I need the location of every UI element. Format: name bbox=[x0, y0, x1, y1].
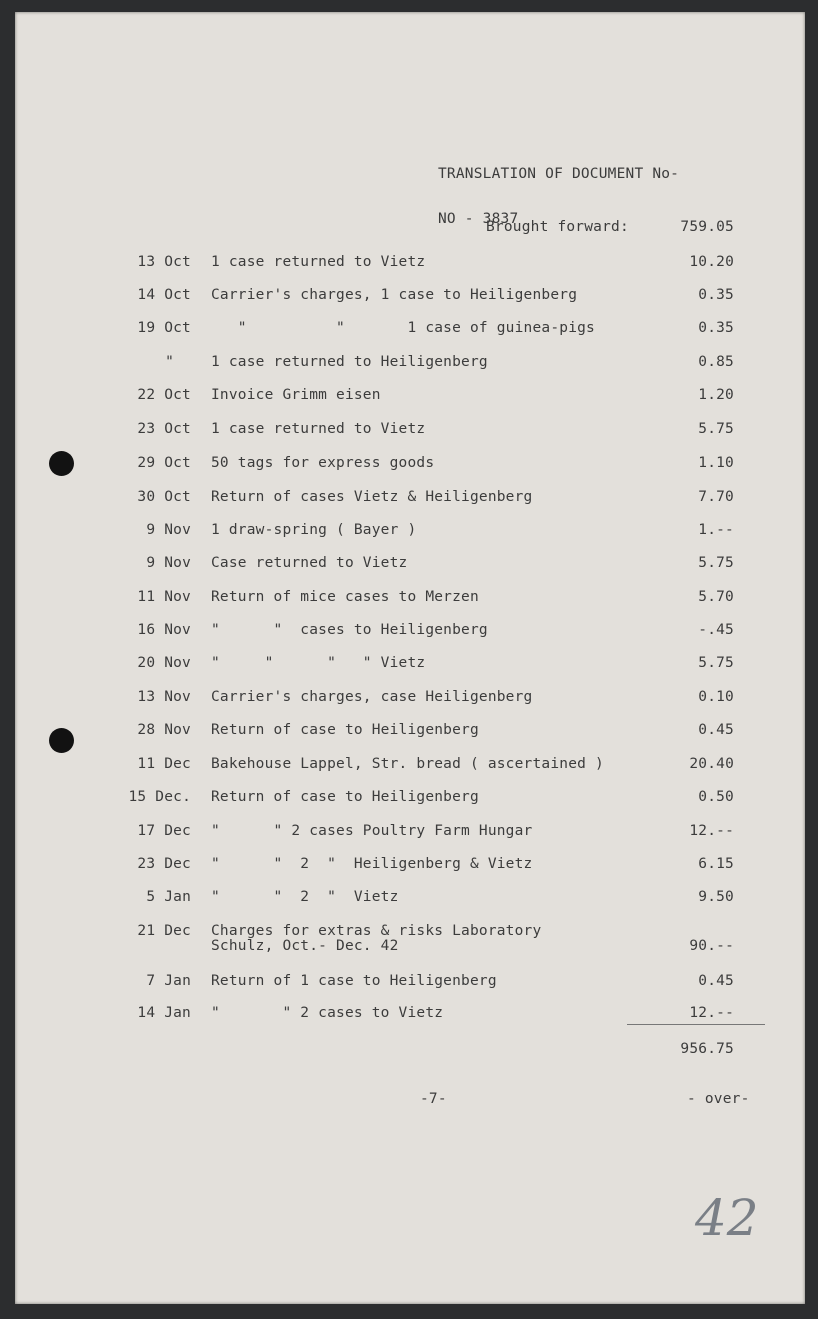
entry-date: 19 Oct bbox=[137, 320, 191, 336]
entry-description: Return of cases Vietz & Heiligenberg bbox=[211, 489, 533, 505]
entry-date: 15 Dec. bbox=[128, 789, 191, 805]
entry-date: 13 Oct bbox=[137, 254, 191, 270]
entry-date: 23 Dec bbox=[137, 856, 191, 872]
entry-description: Case returned to Vietz bbox=[211, 555, 408, 571]
brought-forward-label: Brought forward: bbox=[486, 219, 629, 235]
table-row bbox=[0, 321, 818, 351]
entry-amount: 0.35 bbox=[698, 287, 734, 303]
header-title-line1: TRANSLATION OF DOCUMENT No- bbox=[438, 166, 680, 182]
table-row bbox=[0, 1006, 818, 1036]
entry-amount: 1.-- bbox=[698, 522, 734, 538]
entry-date: 17 Dec bbox=[137, 823, 191, 839]
table-row bbox=[0, 723, 818, 753]
entry-description: " " " " Vietz bbox=[211, 655, 426, 671]
table-row bbox=[0, 288, 818, 318]
entry-description: " " 2 " Vietz bbox=[211, 889, 399, 905]
entry-date: 13 Nov bbox=[137, 689, 191, 705]
entry-amount: 6.15 bbox=[698, 856, 734, 872]
header-title-line2: NO - 3837 bbox=[438, 211, 519, 227]
table-row bbox=[0, 857, 818, 887]
table-row bbox=[0, 490, 818, 520]
entry-description: " " 2 cases to Vietz bbox=[211, 1005, 444, 1021]
entry-amount: 10.20 bbox=[689, 254, 734, 270]
entry-description: Invoice Grimm eisen bbox=[211, 387, 381, 403]
entry-amount: 7.70 bbox=[698, 489, 734, 505]
entry-description: 1 case returned to Vietz bbox=[211, 254, 426, 270]
entry-date: " bbox=[165, 354, 174, 370]
entry-description: Carrier's charges, case Heiligenberg bbox=[211, 689, 533, 705]
table-row bbox=[0, 456, 818, 486]
entry-amount: 9.50 bbox=[698, 889, 734, 905]
table-row bbox=[0, 690, 818, 720]
entry-description: " " 2 " Heiligenberg & Vietz bbox=[211, 856, 533, 872]
table-row bbox=[0, 623, 818, 653]
entry-amount: 90.-- bbox=[689, 938, 734, 954]
entry-description: 1 case returned to Heiligenberg bbox=[211, 354, 488, 370]
sum-rule bbox=[627, 1024, 765, 1025]
entry-description: Charges for extras & risks Laboratory Schulz, Oct.- Dec. 42 bbox=[211, 923, 542, 954]
table-row bbox=[0, 523, 818, 553]
entry-date: 30 Oct bbox=[137, 489, 191, 505]
entry-description: Carrier's charges, 1 case to Heiligenberg bbox=[211, 287, 578, 303]
entry-date: 22 Oct bbox=[137, 387, 191, 403]
handwritten-page-number: 42 bbox=[695, 1189, 759, 1247]
page-number: -7- bbox=[420, 1091, 447, 1107]
entry-amount: 12.-- bbox=[689, 823, 734, 839]
entry-date: 21 Dec bbox=[137, 923, 191, 939]
entry-amount: 5.75 bbox=[698, 421, 734, 437]
total-amount: 956.75 bbox=[680, 1041, 734, 1057]
entry-description: Bakehouse Lappel, Str. bread ( ascertained ) bbox=[211, 756, 604, 772]
entry-date: 7 Jan bbox=[146, 973, 191, 989]
entry-date: 29 Oct bbox=[137, 455, 191, 471]
table-row bbox=[0, 355, 818, 385]
table-row bbox=[0, 590, 818, 620]
table-row bbox=[0, 255, 818, 285]
entry-amount: 0.45 bbox=[698, 973, 734, 989]
entry-date: 16 Nov bbox=[137, 622, 191, 638]
entry-description: Return of 1 case to Heiligenberg bbox=[211, 973, 497, 989]
entry-date: 14 Jan bbox=[137, 1005, 191, 1021]
table-row bbox=[0, 890, 818, 920]
table-row bbox=[0, 556, 818, 586]
table-row bbox=[0, 656, 818, 686]
table-row bbox=[0, 924, 818, 954]
entry-date: 5 Jan bbox=[146, 889, 191, 905]
entry-amount: 1.20 bbox=[698, 387, 734, 403]
entry-date: 14 Oct bbox=[137, 287, 191, 303]
entry-date: 20 Nov bbox=[137, 655, 191, 671]
entry-amount: 20.40 bbox=[689, 756, 734, 772]
entry-description: Return of case to Heiligenberg bbox=[211, 789, 479, 805]
brought-forward-value: 759.05 bbox=[680, 219, 734, 235]
entry-amount: 5.75 bbox=[698, 655, 734, 671]
entry-date: 9 Nov bbox=[146, 522, 191, 538]
entry-description: 50 tags for express goods bbox=[211, 455, 435, 471]
entry-description: Return of mice cases to Merzen bbox=[211, 589, 479, 605]
entry-amount: 5.70 bbox=[698, 589, 734, 605]
entry-date: 11 Dec bbox=[137, 756, 191, 772]
entry-date: 11 Nov bbox=[137, 589, 191, 605]
table-row bbox=[0, 388, 818, 418]
entry-date: 9 Nov bbox=[146, 555, 191, 571]
entry-description: " " 1 case of guinea-pigs bbox=[211, 320, 595, 336]
table-row bbox=[0, 757, 818, 787]
entry-amount: -.45 bbox=[698, 622, 734, 638]
table-row bbox=[0, 824, 818, 854]
table-row bbox=[0, 790, 818, 820]
entry-description: " " 2 cases Poultry Farm Hungar bbox=[211, 823, 533, 839]
table-row bbox=[0, 974, 818, 1004]
entry-date: 28 Nov bbox=[137, 722, 191, 738]
entry-amount: 5.75 bbox=[698, 555, 734, 571]
entry-amount: 0.10 bbox=[698, 689, 734, 705]
entry-amount: 0.35 bbox=[698, 320, 734, 336]
entry-amount: 1.10 bbox=[698, 455, 734, 471]
entry-amount: 0.85 bbox=[698, 354, 734, 370]
entry-description: Return of case to Heiligenberg bbox=[211, 722, 479, 738]
entry-amount: 0.50 bbox=[698, 789, 734, 805]
over-note: - over- bbox=[687, 1091, 750, 1107]
entry-date: 23 Oct bbox=[137, 421, 191, 437]
entry-amount: 0.45 bbox=[698, 722, 734, 738]
table-row bbox=[0, 422, 818, 452]
entry-description: 1 case returned to Vietz bbox=[211, 421, 426, 437]
entry-description: 1 draw-spring ( Bayer ) bbox=[211, 522, 417, 538]
entry-amount: 12.-- bbox=[689, 1005, 734, 1021]
entry-description: " " cases to Heiligenberg bbox=[211, 622, 488, 638]
